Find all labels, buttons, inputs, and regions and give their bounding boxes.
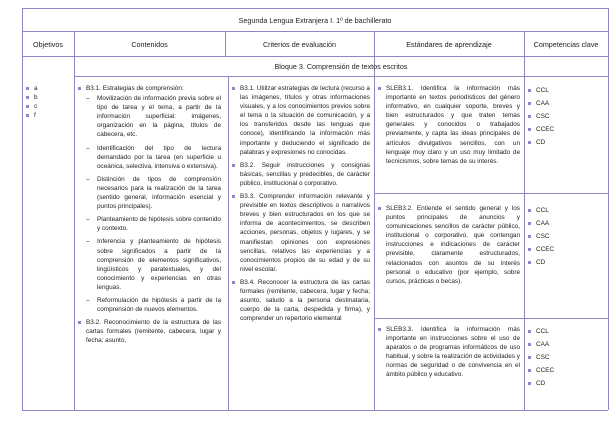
- header-objetivos: Objetivos: [33, 40, 63, 49]
- header-contenidos: Contenidos: [131, 40, 168, 49]
- bullet-icon: [528, 330, 531, 333]
- bullet-icon: [26, 114, 29, 117]
- bullet-icon: [528, 369, 531, 372]
- competencia-item: CAA: [528, 217, 604, 230]
- competencia-item: CSC: [528, 110, 604, 123]
- bullet-icon: [528, 343, 531, 346]
- bullet-icon: [528, 382, 531, 385]
- contenido-subitem: – Reformulación de hipótesis a partir de la comprensión de nuevos elementos.: [86, 296, 221, 314]
- estandar-cell-2: [378, 204, 520, 286]
- bullet-icon: [232, 87, 235, 90]
- competencia-item: CAA: [528, 338, 604, 351]
- bullet-icon: [528, 356, 531, 359]
- competencia-item: CD: [528, 377, 604, 390]
- objetivos-cell: [26, 84, 72, 120]
- criterio-item: B3.4. Reconocer la estructura de las cartas formales (remitente, cabecera, lugar y fecha; asunto, saludo a la persona destinataria, cuerpo de la carta, despedida y firma), y comprender un repertorio elemental: [232, 278, 370, 323]
- estandar-item: SLEB3.1. Identifica la información más importante en textos periodísticos del género informativo, en cualquier soporte, breves y bien estructurados y que traten temas generales y conocidos o trabajados previamente, y capta las ideas principales de artículos divulgativos sencillos, con un lenguaje muy claro y un uso muy limitado de tecnicismos, sobre temas de su interés.: [378, 84, 520, 166]
- bullet-icon: [378, 207, 381, 210]
- bullet-icon: [528, 102, 531, 105]
- table-border-right: [608, 8, 609, 410]
- competencias-cell-3: [528, 325, 604, 390]
- estandar-cell-3: [378, 325, 520, 380]
- competencia-item: CCEC: [528, 123, 604, 136]
- competencia-item: CCEC: [528, 364, 604, 377]
- header-competencias: Competencias clave: [533, 40, 599, 49]
- bullet-icon: [78, 321, 81, 324]
- table-title: Segunda Lengua Extranjera I. 1º de bachillerato: [238, 16, 392, 25]
- contenido-b31-title: B3.1. Estrategias de comprensión:: [78, 84, 221, 93]
- bullet-icon: [232, 281, 235, 284]
- competencia-item: CD: [528, 256, 604, 269]
- table-border-top: [22, 8, 608, 9]
- competencias-cell-1: [528, 84, 604, 149]
- competencia-item: CAA: [528, 97, 604, 110]
- column-divider: [22, 8, 23, 410]
- bullet-icon: [528, 141, 531, 144]
- row-divider: [374, 193, 608, 194]
- competencia-item: CCL: [528, 204, 604, 217]
- row-divider: [22, 56, 608, 57]
- competencia-item: CCL: [528, 325, 604, 338]
- criterios-cell: [232, 84, 370, 327]
- contenido-subitem: – Inferencia y planteamiento de hipótesis sobre significados a partir de la comprensión de elementos significativos, lingüísticos y paratextuales, y del conocimiento y experiencias en otras lenguas.: [86, 238, 221, 291]
- bullet-icon: [528, 128, 531, 131]
- bullet-icon: [378, 328, 381, 331]
- contenido-subitem: – Movilización de información previa sobre el tipo de tarea y el tema, a partir de la información superficial: imágenes, organización en la página, títulos de cabecera, etc.: [86, 95, 221, 139]
- competencia-item: CCEC: [528, 243, 604, 256]
- bullet-icon: [78, 87, 81, 90]
- row-divider: [22, 31, 608, 32]
- bullet-icon: [26, 105, 29, 108]
- objetivo-item: f: [26, 111, 72, 120]
- estandar-item: SLEB3.2. Entiende el sentido general y los puntos principales de anuncios y comunicaciones sencillos de carácter público, institucional o corporativo, que contengan instrucciones e indicaciones de carácter previsible, claramente estructurados, relacionados con asuntos de su interés personal o educativo (por ejemplo, sobre cursos, prácticas o becas).: [378, 204, 520, 286]
- criterio-item: B3.3. Comprender información relevante y previsible en textos descriptivos o narrativos breves y bien estructurados en los que se informa de acontecimientos, se describen acciones, personas, objetos y lugares, y se manifiestan opiniones con expresiones sencillas, relativos las experiencias y a conocimientos propios de su edad y de su nivel escolar.: [232, 192, 370, 274]
- competencia-item: CSC: [528, 230, 604, 243]
- contenidos-cell: [78, 84, 221, 345]
- contenido-subitem: – Identificación del tipo de lectura demandado por la tarea (en superficie u oceánica, selectiva, intensiva o extensiva).: [86, 144, 221, 170]
- bullet-icon: [378, 87, 381, 90]
- bullet-icon: [528, 89, 531, 92]
- criterio-item: B3.2. Seguir instrucciones y consignas básicas, sencillas y predecibles, de carácter público, institucional o corporativo.: [232, 161, 370, 188]
- bullet-icon: [528, 261, 531, 264]
- competencias-cell-2: [528, 204, 604, 269]
- row-divider: [74, 76, 608, 77]
- competencia-item: CCL: [528, 84, 604, 97]
- block-title: Bloque 3. Comprensión de textos escritos: [274, 62, 408, 71]
- header-criterios: Criterios de evaluación: [262, 40, 337, 49]
- header-estandares: Estándares de aprendizaje: [406, 40, 492, 49]
- bullet-icon: [26, 87, 29, 90]
- bullet-icon: [528, 222, 531, 225]
- contenido-b32: B3.2. Reconocimiento de la estructura de las cartas formales (remitente, cabecera, lugar y fecha; asunto,: [78, 318, 221, 345]
- bullet-icon: [528, 209, 531, 212]
- bullet-icon: [232, 164, 235, 167]
- bullet-icon: [26, 96, 29, 99]
- bullet-icon: [528, 235, 531, 238]
- criterio-item: B3.1. Utilizar estrategias de lectura (recurso a las imágenes, títulos y otras informaciones visuales, y a los conocimientos previos sobre el tema o la situación de comunicación, y a los transferidos desde las lenguas que conoce), identificando la información más importante y deduciendo el significado de palabras y expresiones no conocidas.: [232, 84, 370, 157]
- bullet-icon: [528, 115, 531, 118]
- bullet-icon: [232, 195, 235, 198]
- column-divider: [228, 76, 229, 410]
- column-divider: [374, 31, 375, 410]
- competencia-item: CSC: [528, 351, 604, 364]
- contenido-subitem: – Distinción de tipos de comprensión necesarios para la realización de la tarea (sentido general, información esencial y puntos principales).: [86, 175, 221, 211]
- objetivo-item: b: [26, 93, 72, 102]
- table-border-bottom: [22, 410, 608, 411]
- competencia-item: CD: [528, 136, 604, 149]
- column-divider: [74, 31, 75, 410]
- bullet-icon: [528, 248, 531, 251]
- contenido-subitem: – Planteamiento de hipótesis sobre contenido y contexto.: [86, 216, 221, 233]
- objetivo-item: a: [26, 84, 72, 93]
- estandar-item: SLEB3.3. Identifica la información más importante en instrucciones sobre el uso de aparatos o de programas informáticos de uso habitual, y sobre la realización de actividades y normas de seguridad o de convivencia en el ámbito público y educativo.: [378, 325, 520, 380]
- estandar-cell-1: [378, 84, 520, 166]
- column-divider: [524, 31, 525, 410]
- row-divider: [374, 318, 608, 319]
- objetivo-item: c: [26, 102, 72, 111]
